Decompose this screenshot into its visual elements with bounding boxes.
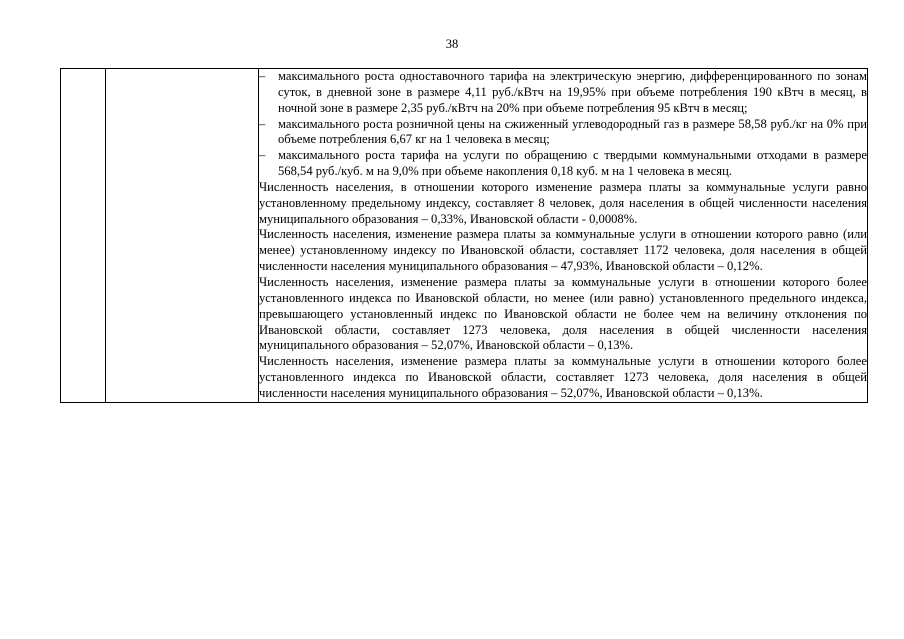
page-number: 38 bbox=[445, 37, 459, 51]
list-item-text: максимального роста одноставочного тарифа на электрическую энергию, дифференцированного по зонам суток, в дневной зоне в размере 4,11 руб./кВтч на 19,95% при объеме потребления 190 кВтч в месяц, в ночной зоне в размере 2,35 руб./кВтч на 20% при объеме потребления 95 кВтч в месяц; bbox=[278, 69, 867, 115]
dash-marker: – bbox=[259, 69, 266, 83]
table-row bbox=[61, 69, 868, 403]
indicator-cell bbox=[106, 69, 259, 403]
dash-marker: – bbox=[259, 148, 266, 163]
document-table bbox=[60, 68, 868, 403]
list-item-text: максимального роста розничной цены на сжиженный углеводородный газ в размере 58,58 руб./кг на 0% при объеме потребления 6,67 кг на 1 человека в месяц; bbox=[278, 116, 867, 147]
dash-marker: – bbox=[259, 116, 266, 131]
description-cell bbox=[259, 69, 868, 403]
paragraph: Численность населения, изменение размера платы за коммунальные услуги в отношении которого равно (или менее) установленному индексу по Ивановской области, составляет 1172 человека, доля населения в общей численности населения муниципального образования – 47,93%, Ивановской области – 0,12%. bbox=[259, 227, 867, 274]
list-item bbox=[259, 69, 867, 117]
number-cell bbox=[61, 69, 106, 403]
paragraph: Численность населения, изменение размера платы за коммунальные услуги в отношении которого более установленного индекса по Ивановской области, но менее (или равно) установленного предельного индекса, превышающего установленный индекс по Ивановской области не более чем на величину отклонения по Ивановской области, составляет 1273 человека, доля населения в общей численности населения муниципального образования – 52,07%, Ивановской области – 0,13%. bbox=[259, 274, 867, 353]
list-item-text: максимального роста тарифа на услуги по обращению с твердыми коммунальными отходами в размере 568,54 руб./куб. м на 9,0% при объеме накопления 0,18 куб. м на 1 человека в месяц. bbox=[278, 148, 867, 179]
paragraph: Численность населения, изменение размера платы за коммунальные услуги в отношении которого более установленного индекса по Ивановской области, составляет 1273 человека, доля населения в общей численности населения муниципального образования – 52,07%, Ивановской области – 0,13%. bbox=[259, 354, 867, 400]
list-item bbox=[259, 117, 867, 149]
list-item bbox=[259, 148, 867, 180]
description-text bbox=[259, 69, 867, 402]
paragraph: Численность населения, в отношении которого изменение размера платы за коммунальные услуги равно установленному предельному индексу, составляет 8 человек, доля населения в общей численности населения муниципального образования – 0,33%, Ивановской области - 0,0008%. bbox=[259, 179, 867, 226]
